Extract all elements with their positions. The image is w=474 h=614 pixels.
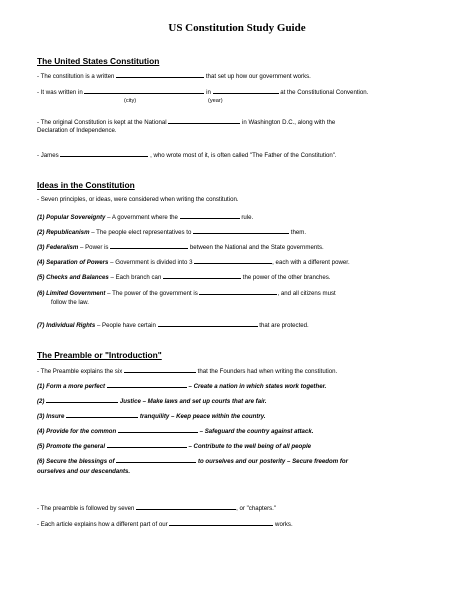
blank-field[interactable] xyxy=(158,320,258,327)
city-caption: (city) xyxy=(124,98,137,104)
section-heading-ideas: Ideas in the Constitution xyxy=(37,180,135,190)
principle-item: (2) Republicanism – The people elect representatives to them. xyxy=(37,229,307,236)
text-line: - The original Constitution is kept at the National in Washington D.C., along with the xyxy=(37,119,336,126)
text-line: - The preamble is followed by seven , or "chapters." xyxy=(37,505,277,512)
blank-field[interactable] xyxy=(46,396,118,403)
principle-item: (3) Federalism – Power is between the National and the State governments. xyxy=(37,244,324,251)
preamble-item: (6) Secure the blessings of to ourselves and our posterity – Secure freedom for xyxy=(37,458,348,465)
principle-item: (6) Limited Government – The power of the government is , and all citizens must xyxy=(37,290,336,297)
text-line: - Seven principles, or ideas, were considered when writing the constitution. xyxy=(37,196,239,203)
blank-field[interactable] xyxy=(163,272,241,279)
text-line: ourselves and our descendants. xyxy=(37,468,131,475)
blank-field[interactable] xyxy=(136,503,236,510)
preamble-item: (3) Insure tranquility – Keep peace within the country. xyxy=(37,413,266,420)
year-caption: (year) xyxy=(208,98,223,104)
blank-field[interactable] xyxy=(180,212,240,219)
text-line: - The Preamble explains the six that the Founders had when writing the constitution. xyxy=(37,368,338,375)
blank-field[interactable] xyxy=(66,411,138,418)
blank-field[interactable] xyxy=(116,71,204,78)
page-title: US Constitution Study Guide xyxy=(168,22,306,34)
preamble-item: (1) Form a more perfect – Create a nation in which states work together. xyxy=(37,383,327,390)
principle-item: (4) Separation of Powers – Government is divided into 3 , each with a different power. xyxy=(37,259,350,266)
principle-item: (5) Checks and Balances – Each branch can the power of the other branches. xyxy=(37,274,331,281)
blank-field[interactable] xyxy=(84,87,204,94)
text-line: - It was written in in at the Constitutional Convention. xyxy=(37,89,369,96)
preamble-item: (4) Provide for the common – Safeguard the country against attack. xyxy=(37,428,314,435)
text-line: follow the law. xyxy=(51,299,89,306)
section-heading-preamble: The Preamble or "Introduction" xyxy=(37,350,162,360)
blank-field[interactable] xyxy=(213,87,279,94)
blank-field[interactable] xyxy=(168,117,240,124)
blank-field[interactable] xyxy=(60,150,148,157)
text-line: Declaration of Independence. xyxy=(37,127,117,134)
blank-field[interactable] xyxy=(107,381,187,388)
blank-field[interactable] xyxy=(194,257,272,264)
preamble-item: (2) Justice – Make laws and set up courts that are fair. xyxy=(37,398,267,405)
blank-field[interactable] xyxy=(116,456,196,463)
blank-field[interactable] xyxy=(169,519,273,526)
text-line: - James , who wrote most of it, is often called "The Father of the Constitution". xyxy=(37,152,337,159)
blank-field[interactable] xyxy=(124,366,196,373)
text-line: - The constitution is a written that set up how our government works. xyxy=(37,73,311,80)
section-heading-constitution: The United States Constitution xyxy=(37,56,160,66)
principle-item: (7) Individual Rights – People have certain that are protected. xyxy=(37,322,309,329)
blank-field[interactable] xyxy=(199,288,277,295)
blank-field[interactable] xyxy=(193,227,289,234)
blank-field[interactable] xyxy=(110,242,188,249)
preamble-item: (5) Promote the general – Contribute to the well being of all people xyxy=(37,443,312,450)
blank-field[interactable] xyxy=(107,441,187,448)
blank-field[interactable] xyxy=(118,426,198,433)
text-line: - Each article explains how a different part of our works. xyxy=(37,521,293,528)
principle-item: (1) Popular Sovereignty – A government where the rule. xyxy=(37,214,254,221)
